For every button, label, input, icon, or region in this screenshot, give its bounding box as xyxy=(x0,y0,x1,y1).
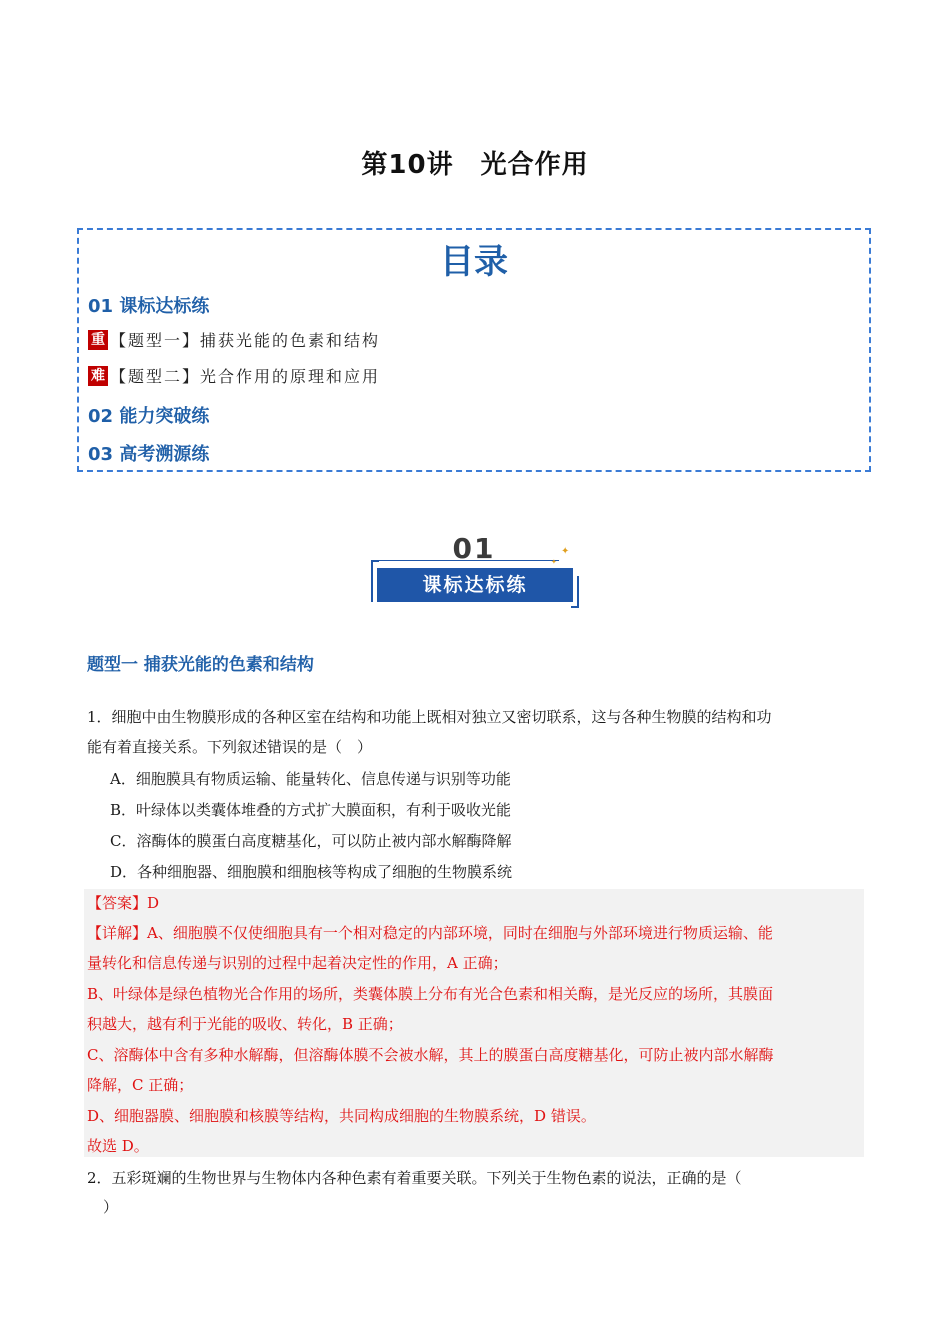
question-1-option-a: A．细胞膜具有物质运输、能量转化、信息传递与识别等功能 xyxy=(110,770,511,788)
toc-section-01[interactable]: 01 课标达标练 xyxy=(88,296,210,317)
question-1-option-b: B．叶绿体以类囊体堆叠的方式扩大膜面积，有利于吸收光能 xyxy=(110,801,512,819)
question-1-stem-line1: 1．细胞中由生物膜形成的各种区室在结构和功能上既相对独立又密切联系，这与各种生物膜的结构和功 xyxy=(87,708,772,726)
explanation-line: C、溶酶体中含有多种水解酶，但溶酶体膜不会被水解，其上的膜蛋白高度糖基化，可防止被内部水解酶 xyxy=(87,1046,774,1064)
toc-section-02[interactable]: 02 能力突破练 xyxy=(88,406,210,427)
answer-line: 【答案】D xyxy=(87,894,160,912)
explanation-line: 故选 D。 xyxy=(87,1137,149,1155)
explanation-line: 量转化和信息传递与识别的过程中起着决定性的作用，A 正确； xyxy=(87,954,508,972)
question-2-stem-line2: ） xyxy=(103,1198,119,1216)
sparkle-icon: ✦ xyxy=(551,558,557,566)
toc-heading: 目录 xyxy=(440,242,508,282)
type-heading: 题型一 捕获光能的色素和结构 xyxy=(87,655,314,675)
explanation-line: 降解，C 正确； xyxy=(87,1076,194,1094)
explanation-line: D、细胞器膜、细胞膜和核膜等结构，共同构成细胞的生物膜系统，D 错误。 xyxy=(87,1107,596,1125)
explanation-line: 积越大，越有利于光能的吸收、转化，B 正确； xyxy=(87,1015,403,1033)
banner-number: 01 xyxy=(452,532,496,565)
difficult-badge: 难 xyxy=(88,366,108,386)
explanation-line: B、叶绿体是绿色植物光合作用的场所，类囊体膜上分布有光合色素和相关酶，是光反应的场所，其膜面 xyxy=(87,985,774,1003)
toc-item-label: 【题型一】捕获光能的色素和结构 xyxy=(110,331,381,350)
toc-section-03[interactable]: 03 高考溯源练 xyxy=(88,444,210,465)
toc-item-type2[interactable] xyxy=(88,364,380,387)
table-of-contents xyxy=(77,228,871,472)
banner-frame-top xyxy=(377,560,559,561)
banner-label: 课标达标练 xyxy=(377,568,573,602)
question-1-option-c: C．溶酶体的膜蛋白高度糖基化，可以防止被内部水解酶降解 xyxy=(110,832,512,850)
toc-item-type1[interactable] xyxy=(88,328,380,351)
toc-item-label: 【题型二】光合作用的原理和应用 xyxy=(110,367,381,386)
page-title: 第10讲 光合作用 xyxy=(361,150,589,180)
key-badge: 重 xyxy=(88,330,108,350)
question-1-stem-line2: 能有着直接关系。下列叙述错误的是（ ） xyxy=(87,738,373,756)
explanation-line: 【详解】A、细胞膜不仅使细胞具有一个相对稳定的内部环境，同时在细胞与外部环境进行物质运输、能 xyxy=(87,924,773,942)
question-1-option-d: D．各种细胞器、细胞膜和细胞核等构成了细胞的生物膜系统 xyxy=(110,863,513,881)
question-2-stem-line1: 2．五彩斑斓的生物世界与生物体内各种色素有着重要关联。下列关于生物色素的说法，正确的是（ xyxy=(87,1169,742,1187)
sparkle-icon: ✦ xyxy=(561,546,570,557)
section-banner xyxy=(371,532,581,612)
